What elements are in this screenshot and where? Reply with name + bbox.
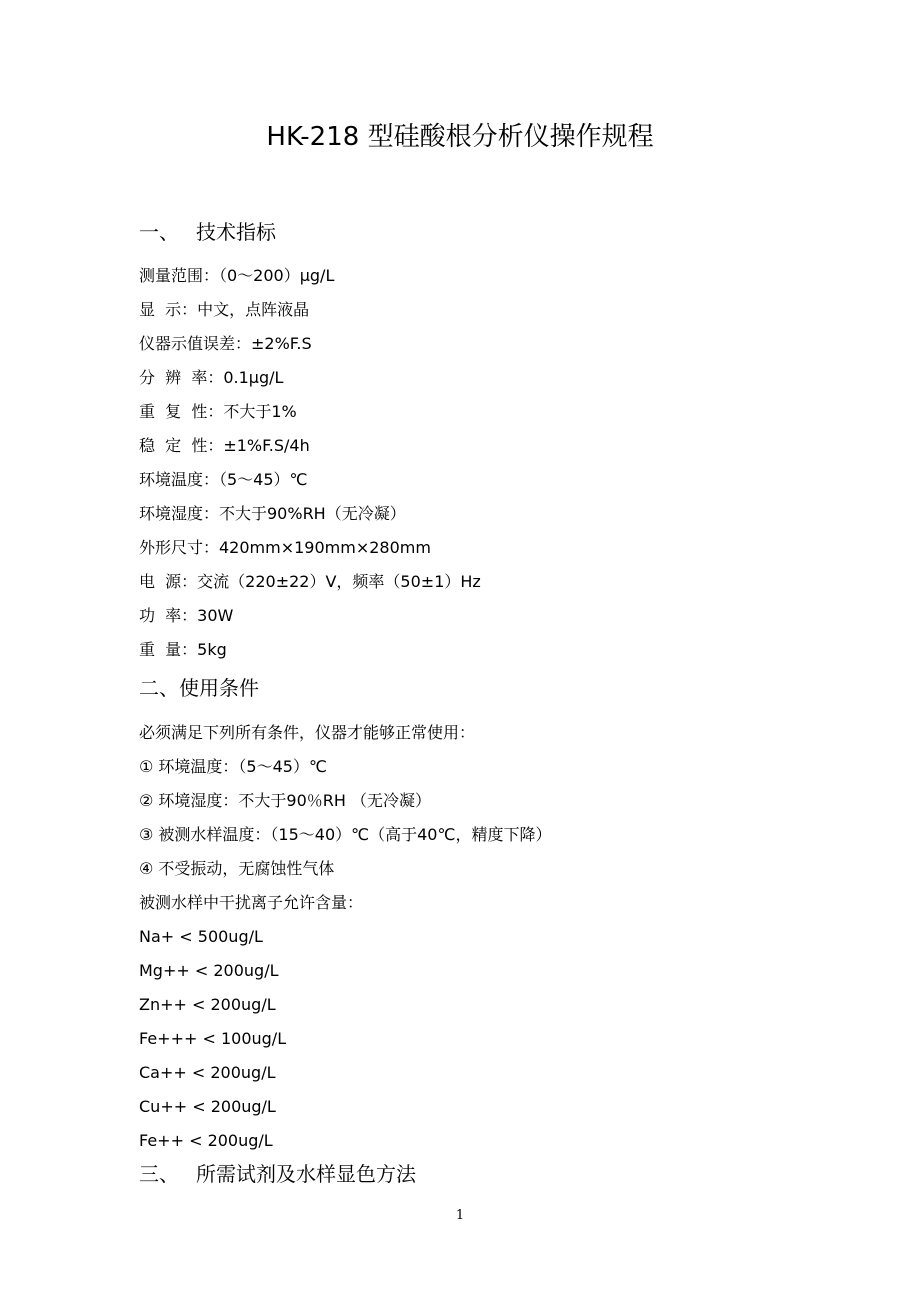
spec-line: 重 量：5kg [139,640,227,659]
section-title: 使用条件 [179,676,259,700]
document-title: HK-218 型硅酸根分析仪操作规程 [266,122,654,152]
section-heading-2 [139,673,259,703]
condition-line: ② 环境湿度：不大于90％RH （无冷凝） [139,791,432,810]
ion-limit-line: Mg++ < 200ug/L [139,961,279,980]
spec-line: 重 复 性：不大于1% [139,402,297,421]
section-number: 一、 [139,220,179,244]
spec-line: 稳 定 性：±1%F.S/4h [139,436,310,455]
ion-limit-line: Fe++ < 200ug/L [139,1131,273,1150]
condition-line: ④ 不受振动，无腐蚀性气体 [139,859,335,878]
condition-line: 必须满足下列所有条件，仪器才能够正常使用： [139,723,476,742]
spec-line: 电 源：交流（220±22）V，频率（50±1）Hz [139,572,481,591]
condition-line: ③ 被测水样温度：（15～40）℃（高于40℃，精度下降） [139,825,552,844]
conditions-list [139,716,551,1158]
spec-line: 分 辨 率：0.1μg/L [139,368,284,387]
condition-line: ① 环境温度：（5～45）℃ [139,757,327,776]
ion-limit-line: Zn++ < 200ug/L [139,995,276,1014]
spec-line: 环境湿度：不大于90%RH（无冷凝） [139,504,406,523]
spec-line: 仪器示值误差：±2%F.S [139,334,312,353]
section-number: 三、 [139,1162,179,1186]
condition-line: 被测水样中干扰离子允许含量： [139,893,364,912]
ion-limit-line: Cu++ < 200ug/L [139,1097,276,1116]
ion-limit-line: Fe+++ < 100ug/L [139,1029,287,1048]
section-heading-3 [139,1159,416,1189]
spec-line: 功 率：30W [139,606,234,625]
section-number: 二、 [139,676,179,700]
page-number: 1 [455,1208,465,1223]
spec-line: 测量范围：（0～200）μg/L [139,266,335,285]
ion-limit-line: Na+ < 500ug/L [139,927,263,946]
spec-list [139,259,481,667]
section-title: 所需试剂及水样显色方法 [196,1162,416,1186]
section-heading-1 [139,217,276,247]
section-title: 技术指标 [196,220,276,244]
ion-limit-line: Ca++ < 200ug/L [139,1063,276,1082]
spec-line: 外形尺寸：420mm×190mm×280mm [139,538,431,557]
spec-line: 环境温度：（5～45）℃ [139,470,308,489]
spec-line: 显 示：中文，点阵液晶 [139,300,310,319]
